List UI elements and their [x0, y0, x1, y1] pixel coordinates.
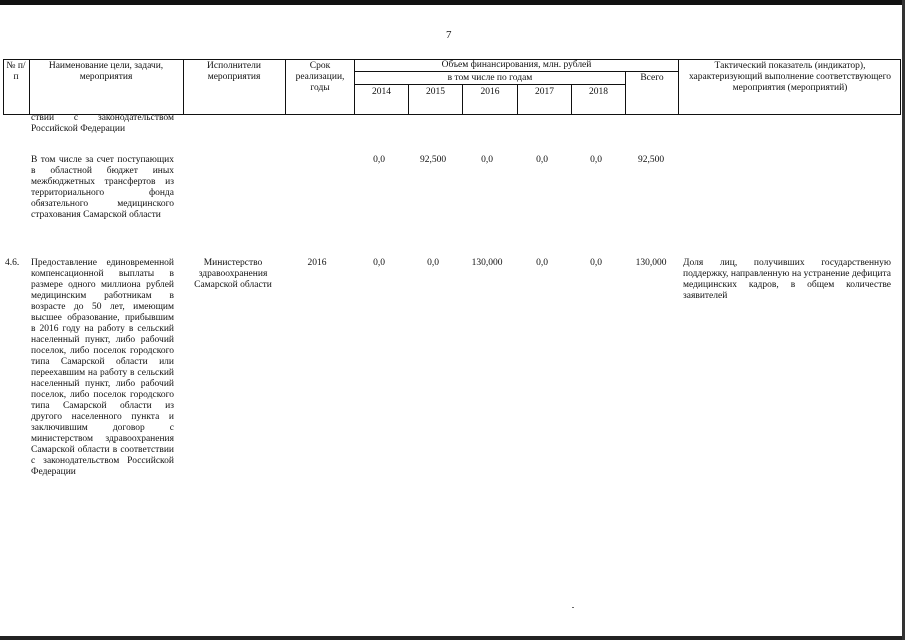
header-name: Наименование цели, задачи, мероприятия	[48, 61, 164, 82]
row-46-2014: 0,0	[373, 258, 385, 268]
sub-row-2014: 0,0	[373, 155, 385, 165]
row-46-total: 130,000	[635, 258, 667, 268]
page-number: 7	[446, 29, 452, 41]
row-46-indicator: Доля лиц, получивших государственную поддержку, направленную на устранение дефицита медицинских кадров, в общем количестве заявителей	[683, 258, 891, 301]
header-year-2015: 2015	[426, 87, 445, 97]
years-divider-line	[354, 84, 625, 85]
row-46-2018: 0,0	[590, 258, 602, 268]
row-46-text: Предоставление единовременной компенсационной выплаты в размере одного миллиона рублей медицинским работникам в возрасте до 50 лет, имеющим высшее образование, прибывшим в 2016 году на работу в сельский населенный пункт, либо рабочий поселок, либо поселок городского типа Самарской области или переехавшим на работу в сельский населенный пункт, либо рабочий поселок, либо поселок городского типа Самарской области из другого населенного пункта и заключившим договор с министерством здравоохранения Самарской области в соответствии с законодательством Российской Федерации	[31, 258, 174, 477]
header-no: № п/п	[6, 61, 26, 82]
scan-speck	[572, 607, 574, 608]
header-finance: Объем финансирования, млн. рублей	[441, 60, 592, 70]
sub-row-2017: 0,0	[536, 155, 548, 165]
bottom-border	[0, 636, 905, 640]
header-year-2017: 2017	[535, 87, 554, 97]
continuation-text: ствии с законодательством Российской Федерации	[31, 113, 174, 134]
finance-divider-line	[354, 71, 678, 72]
header-year-2016: 2016	[480, 87, 500, 97]
row-46-2016: 130,000	[471, 258, 503, 268]
sub-row-2016: 0,0	[481, 155, 493, 165]
table-header	[3, 59, 901, 115]
header-total: Всего	[640, 73, 664, 83]
header-year-2018: 2018	[589, 87, 608, 97]
sub-row-total: 92,500	[637, 155, 665, 165]
sub-row-2018: 0,0	[590, 155, 602, 165]
row-46-2015: 0,0	[427, 258, 439, 268]
row-46-executor: Министерство здравоохранения Самарской области	[194, 258, 272, 290]
row-46-number: 4.6.	[5, 258, 20, 268]
header-year-2014: 2014	[372, 87, 391, 97]
header-executor: Исполнители мероприятия	[207, 61, 261, 82]
row-46-2017: 0,0	[536, 258, 548, 268]
row-46-term: 2016	[307, 258, 327, 268]
sub-row-text: В том числе за счет поступающих в областной бюджет иных межбюджетных трансфертов из территориального фонда обязательного медицинского страхования Самарской области	[31, 155, 174, 220]
header-by-year: в том числе по годам	[447, 73, 533, 83]
header-term: Срок реализации, годы	[295, 61, 345, 93]
header-indicator: Тактический показатель (индикатор), характеризующий выполнение соответствующего мероприятия (мероприятий)	[688, 61, 892, 93]
sub-row-2015: 92,500	[419, 155, 447, 165]
top-border	[0, 0, 905, 5]
